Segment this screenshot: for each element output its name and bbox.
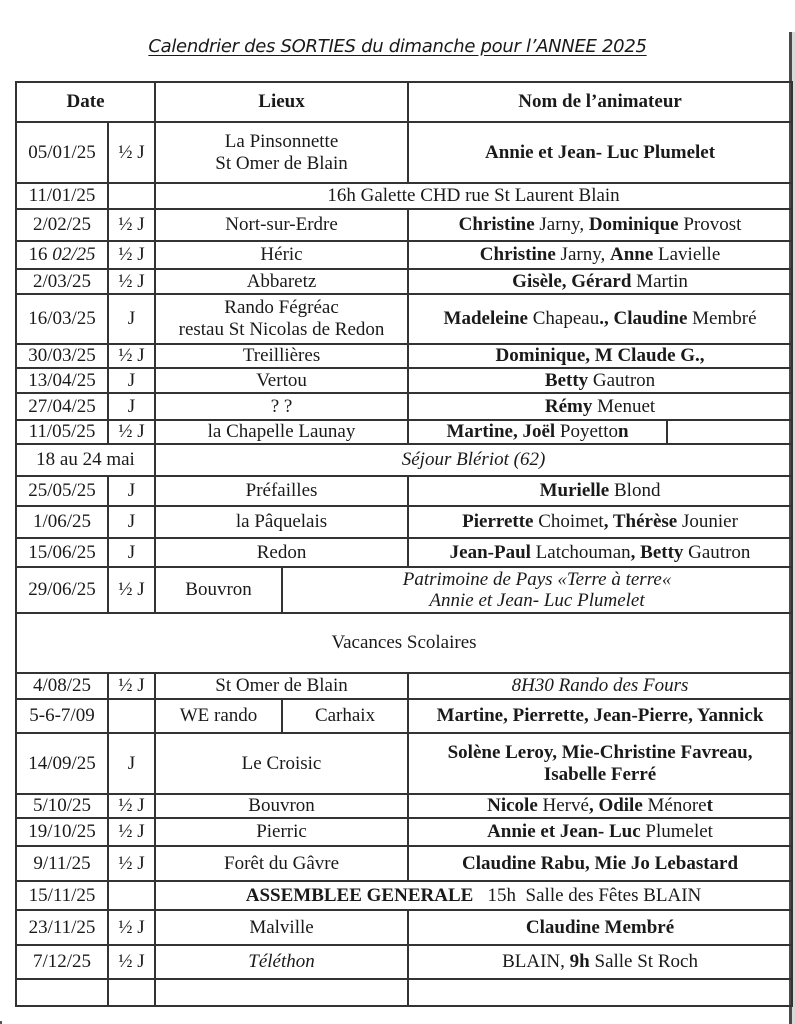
animateur-name: Martine, Joël [446, 421, 556, 442]
animateur-name: Lavielle [653, 244, 721, 265]
date-month: 02/25 [52, 244, 96, 265]
animateur-name: Gautron [588, 369, 656, 391]
animateur-cell [408, 294, 792, 344]
animateur-name: Martin [631, 270, 688, 292]
duree-cell: ½ J [108, 344, 155, 368]
animateur-name: Dominique [588, 214, 679, 235]
animateur-cell: 8H30 Rando des Fours [408, 673, 792, 699]
table-row [16, 613, 792, 673]
animateur-cell [408, 538, 792, 567]
animateur-cell [408, 910, 792, 945]
duree-cell: J [108, 538, 155, 567]
table-row [16, 538, 792, 567]
table-row [16, 979, 792, 1006]
animateur-cell [408, 506, 792, 538]
table-row [16, 344, 792, 368]
animateur-name: Nicole [487, 795, 538, 816]
duree-cell: ½ J [108, 794, 155, 818]
table-row [16, 393, 792, 420]
date-cell: 2/02/25 [16, 209, 108, 241]
animateur-name: Jarny, [555, 244, 610, 265]
date-cell: 25/05/25 [16, 476, 108, 506]
animateur-name: Poyetto [555, 421, 618, 442]
duree-cell: ½ J [108, 846, 155, 881]
date-cell: 9/11/25 [16, 846, 108, 881]
lieu-line: Rando Fégréac [224, 297, 339, 318]
duree-cell: J [108, 393, 155, 420]
table-row [16, 794, 792, 818]
table-row [16, 444, 792, 476]
table-row [16, 567, 792, 613]
animateur-name: Annie et Jean- Luc [487, 821, 641, 842]
animateur-name: Latchouman [530, 541, 631, 563]
date-cell: 29/06/25 [16, 567, 108, 613]
animateur-name: t [706, 795, 713, 816]
calendar-table [15, 81, 793, 1007]
duree-cell: ½ J [108, 567, 155, 613]
animateur-name: Rémy [544, 395, 593, 417]
duree-cell: J [108, 733, 155, 794]
animateur-cell [408, 393, 792, 420]
animateur-cell [408, 846, 792, 881]
lieu-cell: Forêt du Gâvre [155, 846, 408, 881]
animateur-name: Salle St Roch [589, 951, 698, 972]
animateur-name: Madeleine [443, 308, 528, 329]
lieu-cell [155, 122, 408, 183]
date-cell: 5/10/25 [16, 794, 108, 818]
animateur-name: Plumelet [640, 821, 713, 842]
animateur-name: Betty [544, 369, 589, 391]
animateur-cell [408, 122, 792, 183]
table-row [16, 945, 792, 979]
header-date: Date [16, 82, 155, 122]
animateur-name: Dominique, M Claude G., [495, 345, 705, 366]
lieu-detail-cell: Carhaix [282, 699, 408, 733]
lieu-cell: Préfailles [155, 476, 408, 506]
lieu-cell: Le Croisic [155, 733, 408, 794]
date-cell: 15/11/25 [16, 881, 108, 910]
table-row [16, 733, 792, 794]
animateur-name: Claudine Membré [525, 916, 675, 938]
table-row [16, 241, 792, 269]
duree-cell: ½ J [108, 241, 155, 269]
event-details: 15h Salle des Fêtes BLAIN [473, 884, 702, 906]
lieu-cell: la Chapelle Launay [155, 420, 408, 444]
empty-cell [667, 420, 792, 444]
table-row [16, 673, 792, 699]
date-cell: 23/11/25 [16, 910, 108, 945]
lieu-cell: Bouvron [155, 567, 282, 613]
table-row [16, 420, 792, 444]
lieu-cell: Nort-sur-Erdre [155, 209, 408, 241]
animateur-name: 9h [569, 951, 590, 972]
lieu-cell: St Omer de Blain [155, 673, 408, 699]
date-cell [16, 979, 108, 1006]
date-cell: 2/03/25 [16, 269, 108, 294]
animateur-name: Murielle [539, 480, 610, 501]
lieu-line: La Pinsonnette [224, 130, 339, 152]
table-row [16, 183, 792, 209]
duree-cell: ½ J [108, 209, 155, 241]
title-text: Calendrier des SORTIES du dimanche pour l’ANNEE 2025 [148, 36, 647, 57]
animateur-name: n [617, 421, 629, 442]
date-cell: 18 au 24 mai [16, 444, 155, 476]
animateur-cell [408, 420, 667, 444]
animateur-name: Provost [678, 214, 742, 235]
event-title: ASSEMBLEE GENERALE [245, 884, 474, 906]
date-cell: 7/12/25 [16, 945, 108, 979]
date-cell: 16/03/25 [16, 294, 108, 344]
animateur-cell [408, 476, 792, 506]
animateur-name: Pierrette [462, 511, 534, 532]
animateur-name: Menuet [592, 395, 656, 417]
duree-cell [108, 979, 155, 1006]
lieu-cell: la Pâquelais [155, 506, 408, 538]
date-cell: 15/06/25 [16, 538, 108, 567]
date-cell [16, 241, 108, 269]
animateur-name: Chapeau [527, 308, 600, 329]
lieu-cell: Treillières [155, 344, 408, 368]
duree-cell [108, 881, 155, 910]
event-cell: Séjour Blériot (62) [155, 444, 792, 476]
animateur-name: Martine, Pierrette, Jean-Pierre, Yannick [436, 705, 764, 726]
table-row [16, 122, 792, 183]
lieu-cell [155, 979, 408, 1006]
table-row [16, 881, 792, 910]
animateur-name: , Odile [588, 795, 643, 816]
animateur-name: Ménore [642, 795, 707, 816]
animateur-name: Jean-Paul [449, 541, 531, 563]
animateur-name: ., Claudine [599, 308, 688, 329]
date-cell: 27/04/25 [16, 393, 108, 420]
animateur-cell [408, 794, 792, 818]
date-cell: 11/05/25 [16, 420, 108, 444]
lieu-cell: WE rando [155, 699, 282, 733]
duree-cell: ½ J [108, 673, 155, 699]
animateur-line: Solène Leroy, Mie-Christine Favreau, [447, 741, 753, 763]
animateur-name: Jounier [677, 511, 738, 532]
animateur-cell [408, 241, 792, 269]
duree-cell: J [108, 476, 155, 506]
animateur-name: Jarny, [534, 214, 589, 235]
duree-cell: J [108, 506, 155, 538]
lieu-cell: Abbaretz [155, 269, 408, 294]
header-animateur: Nom de l’animateur [408, 82, 792, 122]
table-header-row [16, 82, 792, 122]
date-cell: 4/08/25 [16, 673, 108, 699]
lieu-cell: Vertou [155, 368, 408, 393]
duree-cell [108, 183, 155, 209]
animateur-name: Choimet [533, 511, 604, 532]
animateur-cell [408, 209, 792, 241]
duree-cell: J [108, 368, 155, 393]
date-cell: 1/06/25 [16, 506, 108, 538]
animateur-cell [408, 699, 792, 733]
animateur-name: Claudine Rabu, Mie Jo Lebastard [462, 852, 739, 874]
date-day: 16 [28, 244, 53, 265]
animateur-cell [408, 344, 792, 368]
animateur-cell [408, 269, 792, 294]
lieu-line: St Omer de Blain [215, 152, 348, 174]
animateur-name: , Betty [630, 541, 684, 563]
lieu-cell: Bouvron [155, 794, 408, 818]
date-cell: 19/10/25 [16, 818, 108, 846]
animateur-name: Membré [687, 308, 757, 329]
animateur-cell [408, 979, 792, 1006]
animateur-name: Hervé [537, 795, 589, 816]
animateur-name: Gisèle, Gérard [512, 270, 632, 292]
event-cell [155, 881, 792, 910]
date-cell: 14/09/25 [16, 733, 108, 794]
table-row [16, 846, 792, 881]
animateur-name: Gautron [683, 541, 751, 563]
animateur-name: Anne [609, 244, 654, 265]
duree-cell: ½ J [108, 269, 155, 294]
animateur-cell [408, 733, 792, 794]
duree-cell: ½ J [108, 420, 155, 444]
table-row [16, 209, 792, 241]
duree-cell: ½ J [108, 818, 155, 846]
date-cell: 30/03/25 [16, 344, 108, 368]
note-line: Annie et Jean- Luc Plumelet [429, 590, 645, 611]
table-row [16, 818, 792, 846]
lieu-cell: ? ? [155, 393, 408, 420]
duree-cell: ½ J [108, 122, 155, 183]
lieu-line: restau St Nicolas de Redon [178, 319, 385, 340]
duree-cell [108, 699, 155, 733]
table-row [16, 910, 792, 945]
animateur-cell [408, 818, 792, 846]
animateur-name: Christine [458, 214, 535, 235]
animateur-cell [408, 945, 792, 979]
table-row [16, 294, 792, 344]
lieu-cell: Héric [155, 241, 408, 269]
date-cell: 05/01/25 [16, 122, 108, 183]
date-cell: 11/01/25 [16, 183, 108, 209]
table-row [16, 368, 792, 393]
table-row [16, 476, 792, 506]
lieu-cell: Malville [155, 910, 408, 945]
table-row [16, 506, 792, 538]
animateur-line: Isabelle Ferré [543, 763, 657, 785]
duree-cell: ½ J [108, 945, 155, 979]
table-row [16, 699, 792, 733]
animateur-name: Annie et Jean- Luc Plumelet [484, 141, 716, 163]
page-title [0, 36, 795, 57]
banner-vacances: Vacances Scolaires [16, 613, 792, 673]
note-line: Patrimoine de Pays «Terre à terre« [402, 569, 672, 590]
table-row [16, 269, 792, 294]
lieu-cell: Téléthon [155, 945, 408, 979]
event-cell: 16h Galette CHD rue St Laurent Blain [155, 183, 792, 209]
animateur-name: Blond [609, 480, 661, 501]
note-cell [282, 567, 792, 613]
animateur-name: BLAIN, [502, 951, 570, 972]
lieu-cell: Redon [155, 538, 408, 567]
animateur-name: , Thérèse [603, 511, 678, 532]
duree-cell: ½ J [108, 910, 155, 945]
header-lieux: Lieux [155, 82, 408, 122]
duree-cell: J [108, 294, 155, 344]
lieu-cell [155, 294, 408, 344]
date-cell: 5-6-7/09 [16, 699, 108, 733]
animateur-name: Christine [479, 244, 556, 265]
animateur-cell [408, 368, 792, 393]
date-cell: 13/04/25 [16, 368, 108, 393]
lieu-cell: Pierric [155, 818, 408, 846]
